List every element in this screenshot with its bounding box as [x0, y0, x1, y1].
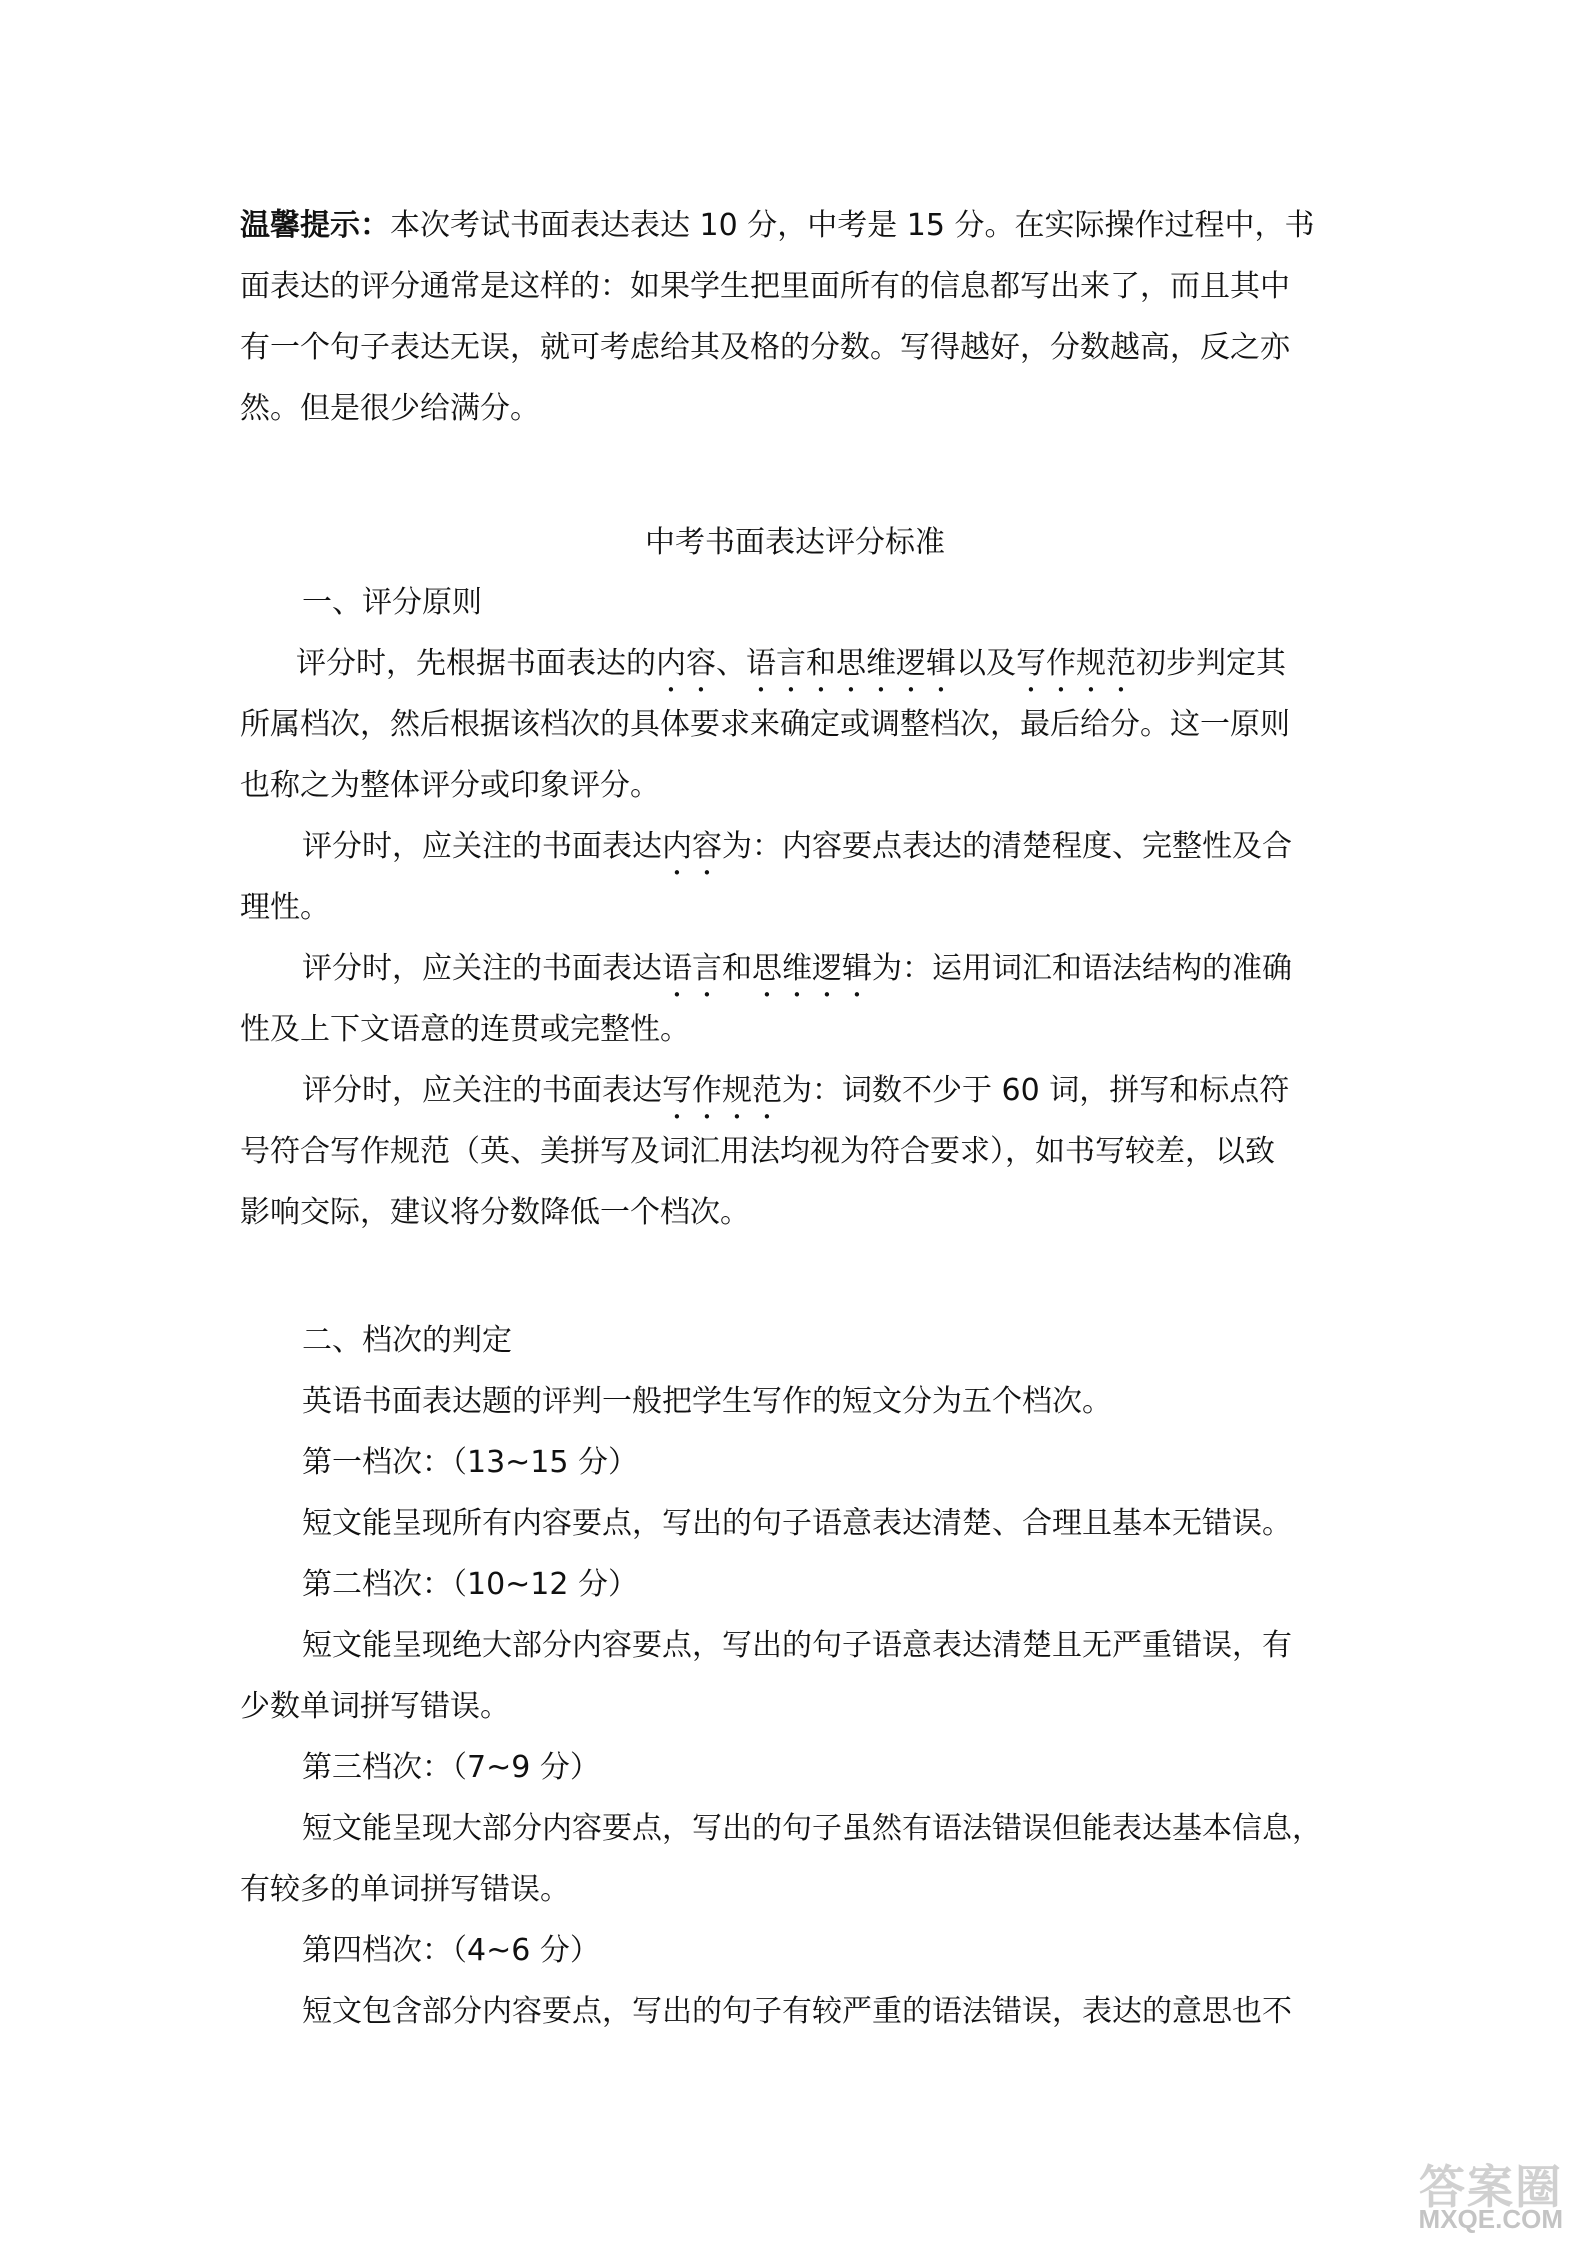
emphasis-text: 语言 — [662, 951, 722, 986]
watermark-domain: MXQE.COM — [1418, 2204, 1563, 2234]
tip-label: 温馨提示： — [240, 208, 390, 243]
emphasis-text: 内容 — [662, 829, 722, 864]
tip-line-2: 面表达的评分通常是这样的：如果学生把里面所有的信息都写出来了，而且其中 — [240, 269, 1290, 304]
paragraph-line: 影响交际，建议将分数降低一个档次。 — [240, 1195, 750, 1230]
section-heading: 二、档次的判定 — [302, 1323, 512, 1358]
level-label: 第四档次：（4~6 分） — [302, 1933, 600, 1968]
emphasis-text: 写作规范 — [662, 1073, 782, 1108]
level-description: 短文能呈现大部分内容要点，写出的句子虽然有语法错误但能表达基本信息， — [302, 1811, 1322, 1846]
level-description: 少数单词拼写错误。 — [240, 1689, 510, 1724]
level-label: 第二档次：（10~12 分） — [302, 1567, 639, 1602]
paragraph-line: 所属档次，然后根据该档次的具体要求来确定或调整档次，最后给分。这一原则 — [240, 707, 1290, 742]
level-description: 短文能呈现所有内容要点，写出的句子语意表达清楚、合理且基本无错误。 — [302, 1506, 1292, 1541]
paragraph-line: 理性。 — [240, 890, 330, 925]
watermark-glyphs: 答案圈 — [1419, 2161, 1563, 2213]
tip-line-3: 有一个句子表达无误，就可考虑给其及格的分数。写得越好，分数越高，反之亦 — [240, 330, 1290, 365]
document-title: 中考书面表达评分标准 — [645, 525, 945, 560]
emphasis-text: 写作规范 — [1016, 646, 1136, 681]
level-label: 第三档次：（7~9 分） — [302, 1750, 600, 1785]
paragraph-line: 性及上下文语意的连贯或完整性。 — [240, 1012, 690, 1047]
tip-paragraph — [240, 195, 1350, 439]
paragraph-line: 号符合写作规范（英、美拼写及词汇用法均视为符合要求），如书写较差，以致 — [240, 1134, 1275, 1169]
paragraph-line: 评分时，应关注的书面表达写作规范为：词数不少于 60 词，拼写和标点符 — [302, 1073, 1290, 1108]
emphasis-text: 内容 — [656, 646, 716, 681]
level-label: 第一档次：（13~15 分） — [302, 1445, 639, 1480]
tip-line-1: 温馨提示：本次考试书面表达表达 10 分，中考是 15 分。在实际操作过程中，书 — [240, 208, 1315, 243]
paragraph-line: 评分时，应关注的书面表达内容为：内容要点表达的清楚程度、完整性及合 — [302, 829, 1292, 864]
section-level-judgement — [240, 1310, 1350, 2042]
tip-line-4: 然。但是很少给满分。 — [240, 391, 540, 426]
emphasis-text: 思维逻辑 — [752, 951, 872, 986]
level-description: 短文包含部分内容要点，写出的句子有较严重的语法错误，表达的意思也不 — [302, 1994, 1292, 2029]
section-intro: 英语书面表达题的评判一般把学生写作的短文分为五个档次。 — [302, 1384, 1112, 1419]
paragraph-line: 也称之为整体评分或印象评分。 — [240, 768, 660, 803]
level-description: 短文能呈现绝大部分内容要点，写出的句子语意表达清楚且无严重错误，有 — [302, 1628, 1292, 1663]
emphasis-text: 语言和思维逻辑 — [746, 646, 956, 681]
paragraph-line: 评分时，应关注的书面表达语言和思维逻辑为：运用词汇和语法结构的准确 — [302, 951, 1292, 986]
section-scoring-principles — [240, 572, 1350, 1243]
level-description: 有较多的单词拼写错误。 — [240, 1872, 570, 1907]
watermark-logo — [1359, 2151, 1569, 2235]
section-heading: 一、评分原则 — [302, 585, 482, 620]
paragraph-line: 评分时，先根据书面表达的内容、语言和思维逻辑以及写作规范初步判定其 — [296, 646, 1286, 681]
